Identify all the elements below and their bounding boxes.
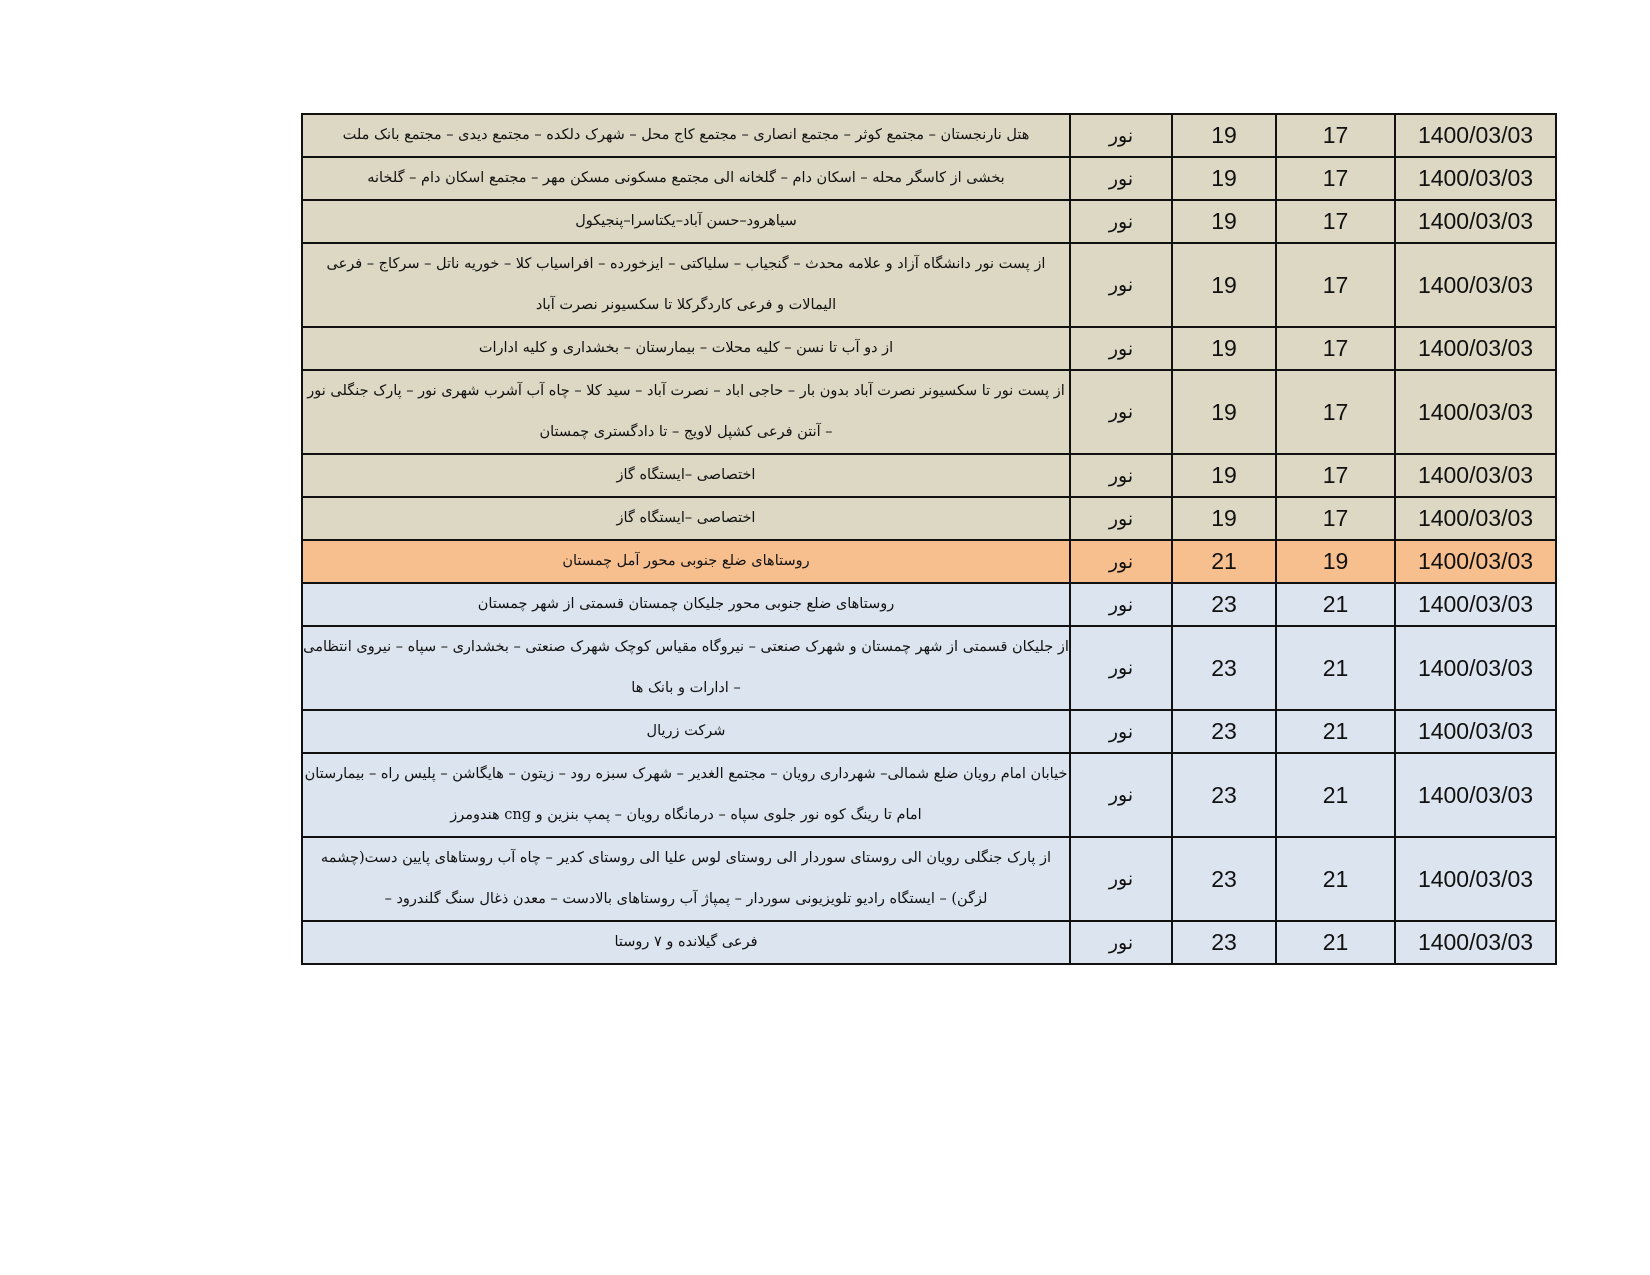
cell-end-hour: 23 <box>1172 710 1276 753</box>
table-row <box>302 540 1556 583</box>
cell-date: 1400/03/03 <box>1395 157 1556 200</box>
cell-end-hour: 19 <box>1172 157 1276 200</box>
cell-area-description: بخشی از کاسگر محله – اسکان دام – گلخانه الی مجتمع مسکونی مسکن مهر – مجتمع اسکان دام – گلخانه <box>302 157 1070 200</box>
cell-city: نور <box>1070 114 1172 157</box>
cell-area-description: اختصاصی –ایستگاه گاز <box>302 497 1070 540</box>
cell-date: 1400/03/03 <box>1395 114 1556 157</box>
cell-start-hour: 17 <box>1276 243 1395 327</box>
cell-start-hour: 21 <box>1276 583 1395 626</box>
cell-city: نور <box>1070 327 1172 370</box>
cell-end-hour: 23 <box>1172 626 1276 710</box>
cell-start-hour: 17 <box>1276 370 1395 454</box>
table-row <box>302 157 1556 200</box>
cell-date: 1400/03/03 <box>1395 710 1556 753</box>
cell-start-hour: 17 <box>1276 157 1395 200</box>
cell-end-hour: 21 <box>1172 540 1276 583</box>
cell-city: نور <box>1070 243 1172 327</box>
cell-date: 1400/03/03 <box>1395 200 1556 243</box>
cell-start-hour: 17 <box>1276 497 1395 540</box>
cell-date: 1400/03/03 <box>1395 370 1556 454</box>
table-row <box>302 454 1556 497</box>
cell-city: نور <box>1070 157 1172 200</box>
table-row <box>302 327 1556 370</box>
cell-end-hour: 19 <box>1172 114 1276 157</box>
cell-area-description: شرکت زریال <box>302 710 1070 753</box>
table-row <box>302 837 1556 921</box>
table-row <box>302 626 1556 710</box>
cell-start-hour: 17 <box>1276 114 1395 157</box>
cell-start-hour: 19 <box>1276 540 1395 583</box>
cell-city: نور <box>1070 753 1172 837</box>
cell-start-hour: 21 <box>1276 710 1395 753</box>
cell-end-hour: 19 <box>1172 497 1276 540</box>
cell-date: 1400/03/03 <box>1395 921 1556 964</box>
cell-area-description: هتل نارنجستان – مجتمع کوثر – مجتمع انصاری – مجتمع کاج محل – شهرک دلکده – مجتمع دیدی – مجتمع بانک ملت <box>302 114 1070 157</box>
cell-area-description: روستاهای ضلع جنوبی محور آمل چمستان <box>302 540 1070 583</box>
cell-end-hour: 19 <box>1172 454 1276 497</box>
cell-city: نور <box>1070 626 1172 710</box>
table-row <box>302 200 1556 243</box>
cell-end-hour: 19 <box>1172 200 1276 243</box>
cell-area-description: از پست نور دانشگاه آزاد و علامه محدث – گنجیاب – سلیاکتی – ایزخورده – افراسیاب کلا – خوریه ناتل – سرکاج – فرعی الیمالات و فرعی کاردگرکلا تا سکسیونر نصرت آباد <box>302 243 1070 327</box>
cell-city: نور <box>1070 837 1172 921</box>
cell-date: 1400/03/03 <box>1395 243 1556 327</box>
cell-date: 1400/03/03 <box>1395 626 1556 710</box>
cell-end-hour: 19 <box>1172 243 1276 327</box>
table-row <box>302 370 1556 454</box>
cell-city: نور <box>1070 497 1172 540</box>
table-row <box>302 753 1556 837</box>
table-row <box>302 710 1556 753</box>
table-row <box>302 243 1556 327</box>
cell-start-hour: 17 <box>1276 200 1395 243</box>
cell-area-description: فرعی گیلانده و ۷ روستا <box>302 921 1070 964</box>
cell-area-description: از دو آب تا نسن – کلیه محلات – بیمارستان – بخشداری و کلیه ادارات <box>302 327 1070 370</box>
cell-date: 1400/03/03 <box>1395 583 1556 626</box>
cell-start-hour: 21 <box>1276 753 1395 837</box>
cell-area-description: از جلیکان قسمتی از شهر چمستان و شهرک صنعتی – نیروگاه مقیاس کوچک شهرک صنعتی – بخشداری – سپاه – نیروی انتظامی – ادارات و بانک ها <box>302 626 1070 710</box>
table-row <box>302 921 1556 964</box>
cell-city: نور <box>1070 200 1172 243</box>
cell-date: 1400/03/03 <box>1395 837 1556 921</box>
cell-city: نور <box>1070 921 1172 964</box>
cell-start-hour: 17 <box>1276 327 1395 370</box>
cell-area-description: اختصاصی –ایستگاه گاز <box>302 454 1070 497</box>
cell-area-description: روستاهای ضلع جنوبی محور جلیکان چمستان قسمتی از شهر چمستان <box>302 583 1070 626</box>
cell-start-hour: 21 <box>1276 921 1395 964</box>
cell-city: نور <box>1070 583 1172 626</box>
cell-end-hour: 19 <box>1172 327 1276 370</box>
cell-end-hour: 23 <box>1172 753 1276 837</box>
cell-city: نور <box>1070 370 1172 454</box>
cell-city: نور <box>1070 540 1172 583</box>
cell-end-hour: 19 <box>1172 370 1276 454</box>
cell-date: 1400/03/03 <box>1395 327 1556 370</box>
cell-start-hour: 17 <box>1276 454 1395 497</box>
cell-date: 1400/03/03 <box>1395 497 1556 540</box>
cell-start-hour: 21 <box>1276 837 1395 921</box>
cell-end-hour: 23 <box>1172 837 1276 921</box>
cell-date: 1400/03/03 <box>1395 454 1556 497</box>
table-row <box>302 583 1556 626</box>
cell-start-hour: 21 <box>1276 626 1395 710</box>
cell-area-description: از پست نور تا سکسیونر نصرت آباد بدون بار – حاجی اباد – نصرت آباد – سید کلا – چاه آب آشرب شهری نور – پارک جنگلی نور – آنتن فرعی کشپل لاویج – تا دادگستری چمستان <box>302 370 1070 454</box>
cell-city: نور <box>1070 454 1172 497</box>
outage-schedule-table <box>301 113 1557 965</box>
cell-date: 1400/03/03 <box>1395 540 1556 583</box>
cell-date: 1400/03/03 <box>1395 753 1556 837</box>
table-row <box>302 114 1556 157</box>
table-row <box>302 497 1556 540</box>
cell-end-hour: 23 <box>1172 921 1276 964</box>
cell-city: نور <box>1070 710 1172 753</box>
cell-area-description: سیاهرود–حسن آباد–یکتاسرا–پنجیکول <box>302 200 1070 243</box>
cell-end-hour: 23 <box>1172 583 1276 626</box>
cell-area-description: خیابان امام رویان ضلع شمالی– شهرداری رویان – مجتمع الغدیر – شهرک سبزه رود – زیتون – هایگاشن – پلیس راه – بیمارستان امام تا رینگ کوه نور جلوی سپاه – درمانگاه رویان – پمپ بنزین و cng هندومرز <box>302 753 1070 837</box>
cell-area-description: از پارک جنگلی رویان الی روستای سوردار الی روستای لوس علیا الی روستای کدیر – چاه آب روستاهای پایین دست(چشمه لزگن) – ایستگاه رادیو تلویزیونی سوردار – پمپاژ آب روستاهای بالادست – معدن ذغال سنگ گلندرود – <box>302 837 1070 921</box>
